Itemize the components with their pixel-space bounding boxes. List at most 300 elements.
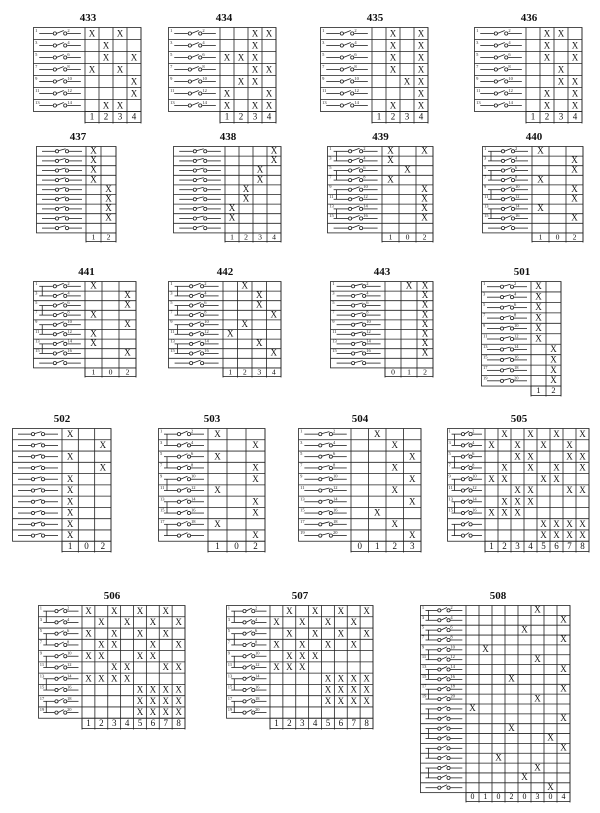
switch-diagram-501 <box>481 266 563 397</box>
contact-label: 11 <box>421 654 427 660</box>
x-mark: X <box>102 40 110 51</box>
contact-symbol <box>334 190 378 201</box>
contact-label: 1 <box>484 145 487 151</box>
switch-diagram-505 <box>447 413 591 553</box>
x-mark: X <box>136 650 144 661</box>
contact-symbol <box>334 168 378 173</box>
contact-label: 10 <box>472 473 477 479</box>
contact-label: 10 <box>67 650 72 656</box>
contact-label: 6 <box>354 52 357 57</box>
x-mark: X <box>162 605 169 616</box>
x-mark: X <box>286 662 293 673</box>
contact-symbol <box>39 360 81 365</box>
contact-label: 8 <box>450 634 453 640</box>
x-mark: X <box>501 428 508 439</box>
x-mark: X <box>286 650 293 661</box>
contact-label: 11 <box>483 333 488 339</box>
contact-label: 5 <box>421 624 425 630</box>
x-mark: X <box>123 673 131 684</box>
contact-symbol <box>179 149 221 153</box>
contact-label: 13 <box>300 496 305 502</box>
contact-symbol <box>42 216 82 220</box>
switching-table <box>330 281 434 378</box>
x-mark: X <box>417 88 425 99</box>
contact-label: 19 <box>483 375 488 381</box>
contact-label: 3 <box>170 290 173 296</box>
switching-table <box>474 27 584 124</box>
contact-symbol <box>304 477 346 481</box>
column-label: 0 <box>108 367 113 377</box>
x-mark: X <box>228 203 236 214</box>
contact-symbol <box>179 226 221 230</box>
contact-symbol <box>487 357 527 361</box>
switch-diagram-443 <box>330 266 434 378</box>
contact-symbol <box>480 43 522 48</box>
column-label: 2 <box>238 111 244 122</box>
contact-symbol <box>179 206 221 210</box>
contact-symbol <box>175 344 219 355</box>
contact-label: 3 <box>322 40 325 45</box>
x-mark: X <box>579 451 586 462</box>
x-mark: X <box>105 183 112 194</box>
x-mark: X <box>256 290 263 301</box>
x-mark: X <box>324 639 332 650</box>
contact-label: 13 <box>39 673 45 679</box>
contact-symbol <box>426 610 463 621</box>
x-mark: X <box>123 662 131 673</box>
contact-label: 3 <box>35 290 38 296</box>
contact-label: 8 <box>508 64 511 69</box>
x-mark: X <box>527 428 534 439</box>
contact-label: 11 <box>300 485 305 490</box>
x-mark: X <box>543 88 551 99</box>
contact-label: 12 <box>450 654 455 660</box>
x-mark: X <box>540 518 547 529</box>
switching-table <box>320 27 430 124</box>
contact-label: 7 <box>170 309 173 315</box>
contact-label: 17 <box>421 683 427 689</box>
column-label: 7 <box>163 717 168 728</box>
contact-symbol <box>18 522 58 526</box>
contact-symbol <box>426 604 463 612</box>
contact-symbol <box>174 55 216 60</box>
contact-label: 6 <box>67 628 70 634</box>
contact-label: 9 <box>227 650 231 656</box>
x-mark: X <box>251 64 259 75</box>
contact-label: 15 <box>421 673 427 679</box>
column-label: 4 <box>418 111 424 122</box>
contact-label: 1 <box>421 604 425 610</box>
contact-label: 1 <box>160 428 163 434</box>
contact-symbol <box>426 667 463 672</box>
x-mark: X <box>90 280 97 291</box>
x-mark: X <box>404 164 411 175</box>
switch-diagram-506 <box>38 590 186 730</box>
contact-label: 3 <box>300 439 303 445</box>
contact-symbol <box>488 187 528 192</box>
contact-label: 10 <box>508 76 513 81</box>
switching-table <box>327 146 434 243</box>
contact-label: 5 <box>332 300 335 305</box>
contact-symbol <box>487 326 527 330</box>
contact-label: 13 <box>483 343 488 349</box>
switching-table <box>298 428 422 553</box>
x-mark: X <box>85 628 92 639</box>
contact-label: 9 <box>35 76 38 81</box>
contact-label: 14 <box>204 338 209 344</box>
contact-label: 12 <box>67 88 72 93</box>
contact-symbol <box>179 216 221 220</box>
contact-label: 4 <box>204 290 207 296</box>
contact-symbol <box>39 303 81 308</box>
column-label: 2 <box>390 111 396 122</box>
column-label: 1 <box>91 232 96 242</box>
contact-label: 1 <box>448 428 451 434</box>
contact-symbol <box>488 145 528 153</box>
x-mark: X <box>85 650 92 661</box>
contact-label: 18 <box>67 695 72 701</box>
contact-symbol <box>426 785 463 790</box>
contact-label: 2 <box>450 604 453 610</box>
switch-diagram-435 <box>320 12 430 124</box>
contact-label: 12 <box>363 193 368 199</box>
x-mark: X <box>421 145 428 156</box>
contact-symbol <box>39 91 81 96</box>
contact-label: 12 <box>202 88 207 93</box>
x-mark: X <box>110 673 118 684</box>
contact-label: 16 <box>191 507 196 513</box>
x-mark: X <box>389 40 397 51</box>
x-mark: X <box>162 684 169 695</box>
diagram-number: 436 <box>520 12 538 24</box>
contact-symbol <box>426 745 463 750</box>
contact-symbol <box>487 295 527 299</box>
contact-label: 15 <box>329 213 334 218</box>
contact-symbol <box>18 511 58 515</box>
column-label: 2 <box>103 111 109 122</box>
contact-label: 15 <box>160 507 165 513</box>
x-mark: X <box>514 485 521 496</box>
contact-symbol <box>488 168 528 173</box>
x-mark: X <box>553 518 560 529</box>
column-label: 1 <box>230 232 234 242</box>
x-mark: X <box>417 52 425 63</box>
x-mark: X <box>130 52 138 63</box>
contact-label: 4 <box>366 290 369 296</box>
x-mark: X <box>105 193 112 204</box>
x-mark: X <box>251 28 259 39</box>
diagram-number: 438 <box>219 131 237 143</box>
contact-label: 6 <box>472 451 475 457</box>
contact-symbol <box>164 499 204 504</box>
contact-label: 13 <box>448 496 454 502</box>
contact-symbol <box>480 67 522 72</box>
contact-label: 19 <box>227 707 233 713</box>
column-label: 1 <box>89 111 95 122</box>
contact-label: 10 <box>204 319 209 325</box>
contact-label: 16 <box>255 684 260 690</box>
contact-symbol <box>480 91 522 96</box>
x-mark: X <box>265 88 273 99</box>
contact-label: 12 <box>332 485 338 490</box>
contact-symbol <box>326 43 368 48</box>
switching-table <box>168 27 280 124</box>
contact-label: 16 <box>67 684 72 690</box>
diagram-number: 435 <box>366 12 384 24</box>
column-label: 2 <box>100 540 106 551</box>
contact-label: 13 <box>476 100 481 105</box>
x-mark: X <box>535 302 542 313</box>
column-label: 1 <box>407 367 411 377</box>
contact-label: 6 <box>450 624 453 630</box>
contact-symbol <box>488 151 528 162</box>
contact-symbol <box>426 726 463 731</box>
x-mark: X <box>403 76 411 87</box>
x-mark: X <box>251 52 259 63</box>
contact-label: 6 <box>366 300 369 305</box>
contact-label: 1 <box>35 280 38 286</box>
contact-symbol <box>452 434 482 447</box>
contact-label: 8 <box>67 64 70 69</box>
contact-label: 14 <box>515 203 520 209</box>
contact-label: 13 <box>484 203 489 209</box>
contact-symbol <box>231 701 266 714</box>
x-mark: X <box>149 684 157 695</box>
contact-label: 6 <box>67 52 70 57</box>
x-mark: X <box>571 52 579 63</box>
x-mark: X <box>175 695 182 706</box>
x-mark: X <box>298 650 306 661</box>
switching-table <box>33 27 143 124</box>
x-mark: X <box>324 673 332 684</box>
x-mark: X <box>421 212 428 223</box>
contact-label: 1 <box>476 28 479 33</box>
contact-symbol <box>480 79 522 84</box>
switch-diagram-434 <box>168 12 280 124</box>
contact-symbol <box>43 605 78 613</box>
contact-label: 2 <box>202 28 205 33</box>
x-mark: X <box>102 52 110 63</box>
contact-label: 16 <box>363 213 368 218</box>
contact-label: 17 <box>160 518 165 524</box>
x-mark: X <box>214 518 221 529</box>
contact-label: 2 <box>332 428 336 434</box>
x-mark: X <box>374 507 381 518</box>
contact-label: 2 <box>67 605 70 611</box>
contact-symbol <box>452 499 482 504</box>
x-mark: X <box>527 451 534 462</box>
contact-symbol <box>480 55 522 60</box>
contact-label: 1 <box>227 605 231 611</box>
contact-label: 9 <box>35 319 38 325</box>
contact-label: 16 <box>515 213 520 218</box>
column-label: 1 <box>274 717 279 728</box>
column-label: 3 <box>410 540 415 551</box>
x-mark: X <box>421 328 429 339</box>
contact-symbol <box>39 306 81 317</box>
contact-label: 12 <box>472 485 477 490</box>
switch-diagram-507 <box>226 590 374 730</box>
contact-label: 8 <box>363 174 366 180</box>
x-mark: X <box>579 530 586 541</box>
contact-label: 14 <box>508 100 513 105</box>
x-mark: X <box>579 518 586 529</box>
x-mark: X <box>175 707 182 718</box>
contact-label: 15 <box>35 348 40 353</box>
contact-symbol <box>334 209 378 220</box>
x-mark: X <box>508 673 515 684</box>
contact-label: 1 <box>483 281 486 287</box>
column-label: 2 <box>253 540 258 551</box>
contact-symbol <box>42 158 82 162</box>
x-mark: X <box>421 183 428 194</box>
x-mark: X <box>98 617 105 628</box>
x-mark: X <box>363 628 370 639</box>
x-mark: X <box>550 375 557 386</box>
contact-symbol <box>231 656 266 669</box>
contact-label: 1 <box>35 28 38 33</box>
contact-symbol <box>231 605 266 613</box>
contact-label: 18 <box>514 364 519 370</box>
contact-label: 14 <box>363 203 368 209</box>
diagram-number: 504 <box>351 413 369 425</box>
contact-label: 15 <box>483 354 488 360</box>
contact-label: 14 <box>67 100 72 105</box>
contact-symbol <box>39 344 81 355</box>
contact-symbol <box>164 454 204 459</box>
contact-symbol <box>426 624 463 632</box>
x-mark: X <box>527 496 534 507</box>
contact-label: 6 <box>363 165 366 170</box>
x-mark: X <box>252 530 259 541</box>
contact-label: 11 <box>322 88 327 93</box>
contact-label: 9 <box>170 76 173 81</box>
contact-label: 5 <box>476 52 479 57</box>
switching-table <box>158 428 266 553</box>
x-mark: X <box>537 145 544 156</box>
contact-label: 8 <box>204 309 207 315</box>
contact-label: 2 <box>204 280 207 286</box>
x-mark: X <box>149 650 157 661</box>
x-mark: X <box>350 617 357 628</box>
contact-label: 10 <box>67 319 72 325</box>
contact-symbol <box>43 611 78 624</box>
contact-label: 4 <box>67 616 70 622</box>
contact-label: 6 <box>191 451 194 457</box>
x-mark: X <box>550 354 557 365</box>
x-mark: X <box>98 673 105 684</box>
contact-symbol <box>337 284 381 288</box>
x-mark: X <box>286 605 293 616</box>
column-label: 2 <box>242 367 247 377</box>
contact-symbol <box>304 511 346 515</box>
contact-symbol <box>488 206 528 211</box>
contact-symbol <box>326 91 368 96</box>
contact-label: 3 <box>421 614 425 620</box>
contact-label: 7 <box>421 634 425 640</box>
x-mark: X <box>540 530 547 541</box>
contact-label: 12 <box>67 328 72 334</box>
contact-symbol <box>179 187 221 191</box>
x-mark: X <box>149 707 157 718</box>
x-mark: X <box>421 193 428 204</box>
x-mark: X <box>534 653 541 664</box>
column-label: 4 <box>131 111 137 122</box>
x-mark: X <box>550 343 557 354</box>
column-label: 7 <box>351 717 356 728</box>
contact-label: 14 <box>332 496 338 502</box>
switch-diagram-436 <box>474 12 584 124</box>
contact-label: 19 <box>421 693 427 699</box>
x-mark: X <box>214 428 221 439</box>
contact-symbol <box>42 178 82 182</box>
diagram-number: 503 <box>203 413 221 425</box>
x-mark: X <box>116 100 124 111</box>
column-label: 3 <box>117 111 123 122</box>
switch-diagram-433 <box>33 12 143 124</box>
column-label: 6 <box>338 717 344 728</box>
contact-label: 10 <box>450 644 455 650</box>
x-mark: X <box>391 462 398 473</box>
x-mark: X <box>571 100 579 111</box>
contact-symbol <box>426 647 463 652</box>
x-mark: X <box>223 52 231 63</box>
x-mark: X <box>98 650 105 661</box>
x-mark: X <box>90 164 97 175</box>
contact-symbol <box>337 322 381 326</box>
contact-label: 9 <box>300 473 303 479</box>
contact-label: 12 <box>255 662 260 667</box>
x-mark: X <box>417 64 425 75</box>
x-mark: X <box>324 695 332 706</box>
x-mark: X <box>553 473 560 484</box>
contact-symbol <box>175 280 219 288</box>
contact-label: 2 <box>67 280 70 286</box>
x-mark: X <box>579 462 586 473</box>
contact-symbol <box>39 79 81 84</box>
column-label: 0 <box>405 232 410 242</box>
x-mark: X <box>535 291 542 302</box>
x-mark: X <box>136 707 144 718</box>
contact-symbol <box>18 465 58 469</box>
contact-label: 5 <box>484 165 487 170</box>
contact-symbol <box>334 187 378 192</box>
x-mark: X <box>270 145 278 156</box>
x-mark: X <box>421 309 429 320</box>
x-mark: X <box>389 64 397 75</box>
x-mark: X <box>175 617 182 628</box>
x-mark: X <box>270 347 277 358</box>
x-mark: X <box>256 174 264 185</box>
contact-symbol <box>39 103 81 108</box>
column-label: 2 <box>509 792 514 802</box>
x-mark: X <box>90 338 97 349</box>
x-mark: X <box>311 650 319 661</box>
contact-label: 1 <box>170 280 173 286</box>
column-label: 3 <box>558 111 564 122</box>
contact-symbol <box>164 434 204 447</box>
x-mark: X <box>162 707 169 718</box>
switch-diagram-503 <box>158 413 266 553</box>
x-mark: X <box>66 507 74 518</box>
x-mark: X <box>110 639 118 650</box>
x-mark: X <box>110 662 118 673</box>
contact-label: 6 <box>67 300 70 305</box>
contact-label: 7 <box>170 64 173 69</box>
switching-table <box>420 605 576 803</box>
contact-label: 19 <box>39 707 45 713</box>
x-mark: X <box>543 100 551 111</box>
